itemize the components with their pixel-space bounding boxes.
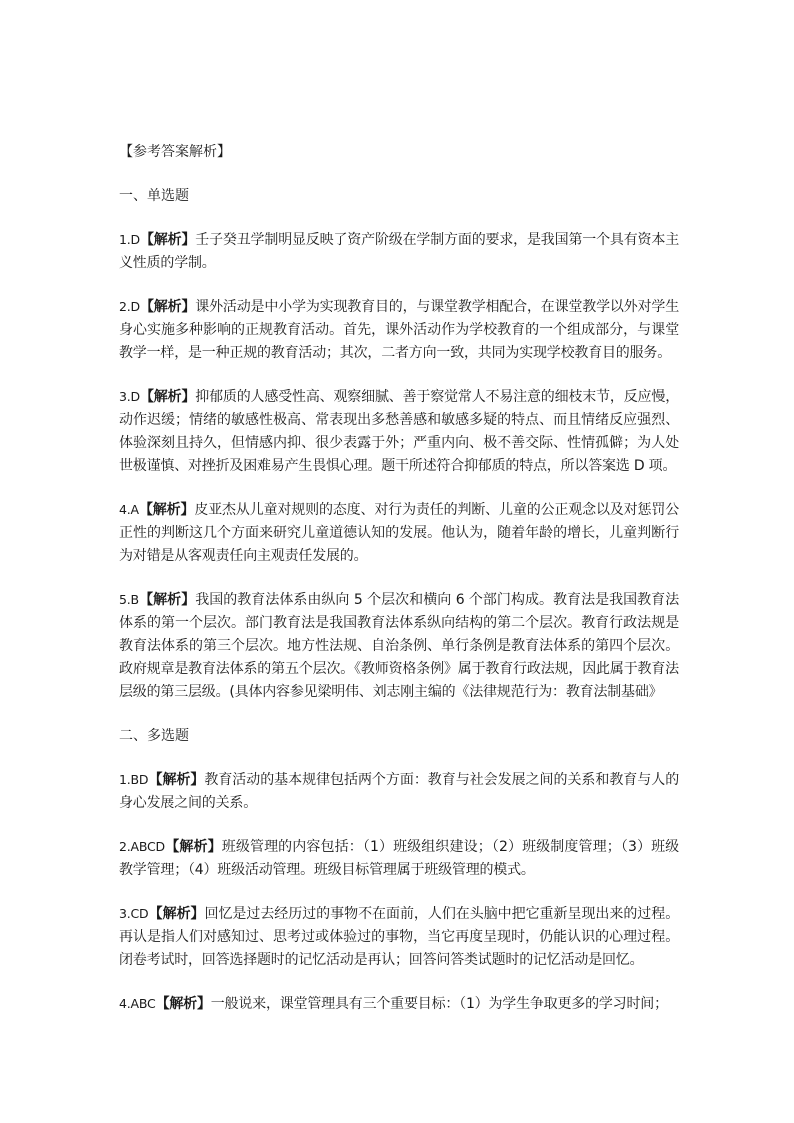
answer-item [119,228,679,275]
answer-number: 1.D [119,232,140,247]
answer-number: 1.BD [119,772,149,787]
section-single-choice [119,184,679,704]
section-multiple-choice [119,724,679,1016]
analysis-tag: 【解析】 [139,299,196,315]
answer-text: 班级管理的内容包括：（1）班级组织建设；（2）班级制度管理；（3）班级教学管理；（4）班级活动管理。班级目标管理属于班级管理的模式。 [119,839,679,878]
analysis-tag: 【解析】 [139,232,196,248]
section-heading: 二、多选题 [119,728,189,744]
analysis-tag: 【解析】 [165,839,222,855]
answer-item [119,588,679,704]
answer-item [119,768,679,815]
answer-number: 4.ABC [119,996,156,1011]
answer-text: 一般说来，课堂管理具有三个重要目标：（1）为学生争取更多的学习时间； [210,996,668,1012]
answer-number: 3.D [119,389,140,404]
document-title: 【参考答案解析】 [119,144,231,160]
answer-number: 3.CD [119,906,149,921]
answer-item [119,385,679,478]
answer-item [119,992,679,1016]
answer-text: 抑郁质的人感受性高、观察细腻、善于察觉常人不易注意的细枝末节，反应慢，动作迟缓；情绪的敏感性极高、常表现出多愁善感和敏感多疑的特点、而且情绪反应强烈、体验深刻且持久，但情感内抑、很少表露于外；严重内向、极不善交际、性情孤僻；为人处世极谨慎、对挫折及困难易产生畏惧心理。题干所述符合抑郁质的特点，所以答案选 D 项。 [119,389,679,474]
answer-number: 2.ABCD [119,839,165,854]
analysis-tag: 【解析】 [148,906,205,922]
analysis-tag: 【解析】 [138,502,195,518]
answer-text: 教育活动的基本规律包括两个方面：教育与社会发展之间的关系和教育与人的身心发展之间的关系。 [119,772,679,811]
answer-number: 2.D [119,299,140,314]
answer-text: 回忆是过去经历过的事物不在面前，人们在头脑中把它重新呈现出来的过程。再认是指人们对感知过、思考过或体验过的事物，当它再度呈现时，仍能认识的心理过程。闭卷考试时，回答选择题时的记忆活动是再认；回答问答类试题时的记忆活动是回忆。 [119,906,680,968]
answer-text: 皮亚杰从儿童对规则的态度、对行为责任的判断、儿童的公正观念以及对惩罚公正性的判断这几个方面来研究儿童道德认知的发展。他认为，随着年龄的增长，儿童判断行为对错是从客观责任向主观责任发展的。 [119,502,680,564]
analysis-tag: 【解析】 [155,996,211,1012]
answer-number: 4.A [119,502,139,517]
answer-item [119,295,679,365]
answer-item [119,835,679,882]
analysis-tag: 【解析】 [139,389,196,405]
analysis-tag: 【解析】 [148,772,205,788]
answer-item [119,498,679,568]
analysis-tag: 【解析】 [138,592,196,608]
answer-text: 我国的教育法体系由纵向 5 个层次和横向 6 个部门构成。教育法是我国教育法体系的第一个层次。部门教育法是我国教育法体系纵向结构的第二个层次。教育行政法规是教育法体系的第三个层次。地方性法规、自治条例、单行条例是教育法体系的第四个层次。政府规章是教育法体系的第五个层次。《教师资格条例》属于教育行政法规，因此属于教育法层级的第三层级。(具体内容参见梁明伟、刘志刚主编的《法律规范行为：教育法制基础》 [119,592,679,700]
answer-text: 壬子癸丑学制明显反映了资产阶级在学制方面的要求，是我国第一个具有资本主义性质的学制。 [119,232,679,271]
section-heading: 一、单选题 [119,188,189,204]
answer-document [119,140,679,1036]
answer-text: 课外活动是中小学为实现教育目的，与课堂教学相配合，在课堂教学以外对学生身心实施多种影响的正规教育活动。首先，课外活动作为学校教育的一个组成部分，与课堂教学一样，是一种正规的教育活动；其次，二者方向一致，共同为实现学校教育目的服务。 [119,299,679,361]
answer-number: 5.B [119,592,139,607]
answer-item [119,902,679,972]
